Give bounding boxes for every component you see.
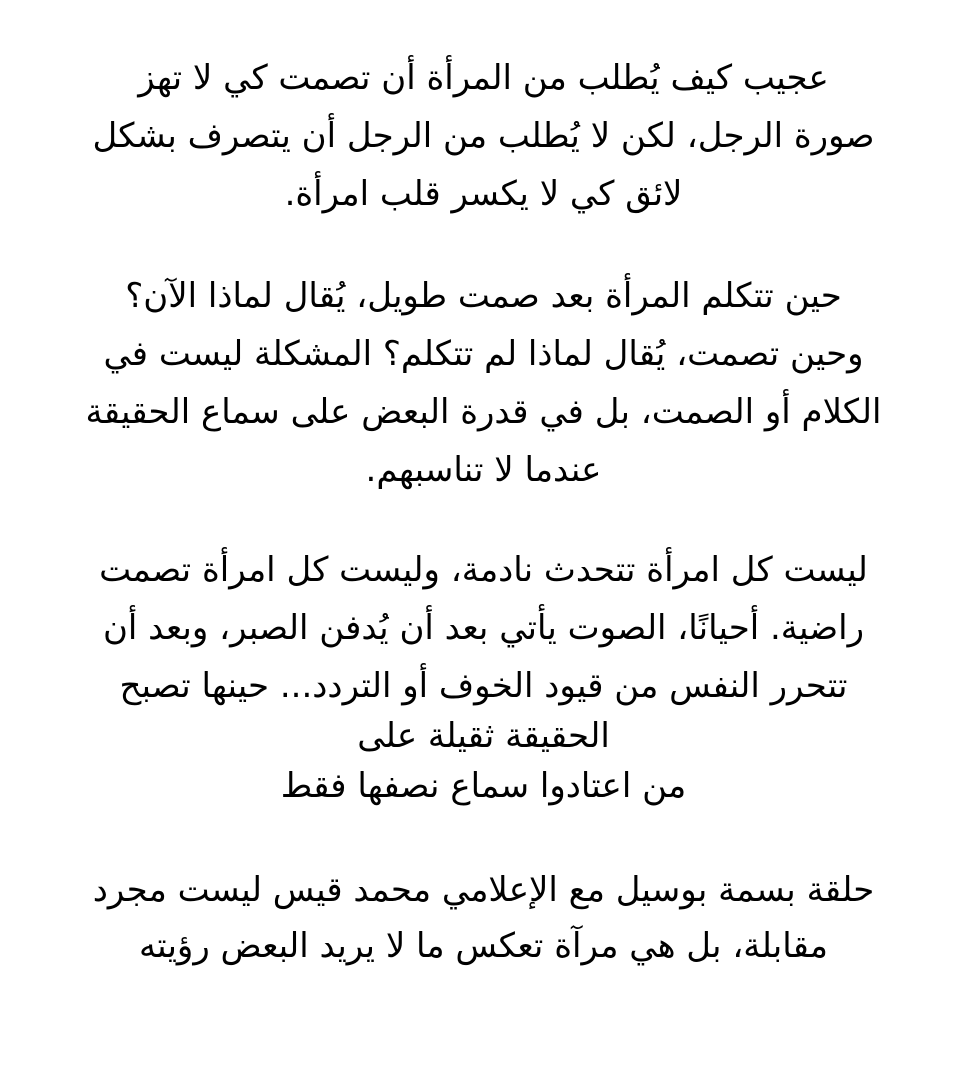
text-line: عجيب كيف يُطلب من المرأة أن تصمت كي لا تهز	[138, 58, 829, 98]
text-line: حلقة بسمة بوسيل مع الإعلامي محمد قيس ليست مجرد	[92, 870, 875, 910]
text-line: الكلام أو الصمت، بل في قدرة البعض على سماع الحقيقة	[85, 392, 882, 432]
text-line: تتحرر النفس من قيود الخوف أو التردد... حينها تصبح	[119, 666, 848, 706]
text-line: وحين تصمت، يُقال لماذا لم تتكلم؟ المشكلة ليست في	[103, 334, 864, 374]
text-line: الحقيقة ثقيلة على	[357, 716, 610, 756]
text-line: لائق كي لا يكسر قلب امرأة.	[284, 174, 683, 214]
text-line: مقابلة، بل هي مرآة تعكس ما لا يريد البعض رؤيته	[138, 926, 829, 966]
text-line: عندما لا تناسبهم.	[365, 450, 602, 490]
text-line: من اعتادوا سماع نصفها فقط	[280, 766, 687, 806]
text-line: ليست كل امرأة تتحدث نادمة، وليست كل امرأة تصمت	[99, 550, 868, 590]
text-line: حين تتكلم المرأة بعد صمت طويل، يُقال لماذا الآن؟	[125, 276, 842, 316]
text-line: صورة الرجل، لكن لا يُطلب من الرجل أن يتصرف بشكل	[92, 116, 875, 156]
text-line: راضية. أحيانًا، الصوت يأتي بعد أن يُدفن الصبر، وبعد أن	[102, 608, 865, 648]
